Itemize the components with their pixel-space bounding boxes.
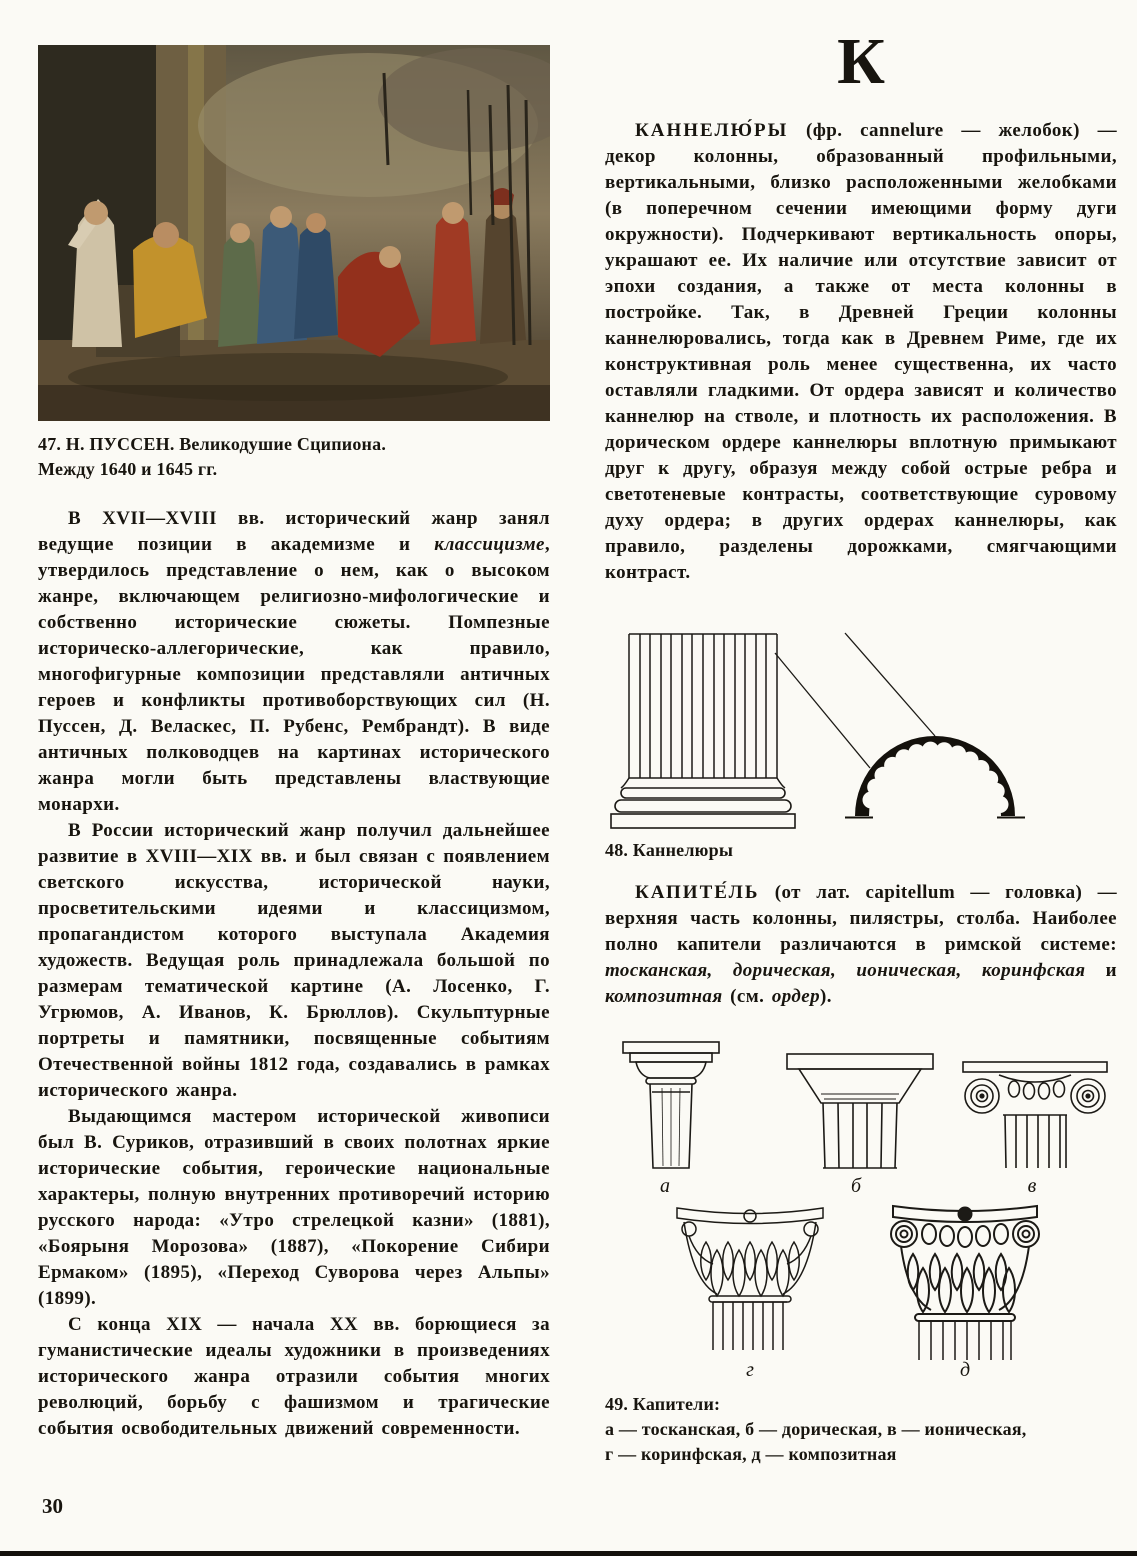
- poussin-painting-image: [38, 45, 550, 421]
- column-shaft-flutes: [621, 634, 785, 788]
- flutes-column-illustration: [605, 628, 1117, 833]
- capital-label-g: г: [746, 1359, 754, 1380]
- capital-label-d: д: [959, 1359, 971, 1380]
- capital-label-v: в: [1027, 1175, 1037, 1197]
- figure-48-drawing: [605, 628, 1117, 833]
- paragraph-3: Выдающимся мастером исторической живописи был В. Суриков, отразивший в своих полотнах яркие исторические события, героические национальные характеры, полную внутренних противоречий историю русского народа: «Утро стрелецкой казни» (1881), «Боярыня Морозова» (1887), «Покорение Сибири Ермаком» (1895), «Переход Суворова через Альпы» (1899).: [38, 1106, 550, 1309]
- paragraph-4: С конца XIX — начала XX вв. борющиеся за гуманистические идеалы художники в произведениях исторического жанра отразили события многих революций, борьбу с фашизмом и трагические события освободительных движений современности.: [38, 1314, 550, 1439]
- entry-kapitel: КАПИТЕ́ЛЬ (от лат. capitellum — головка) — верхняя часть колонны, пилястры, столба. Наиболее полно капители различаются в римской системе: тосканская, дорическая, ионическая, коринфская и композитная (см. ордер).: [605, 882, 1117, 1007]
- capital-d-composite: [891, 1206, 1039, 1360]
- page-number: 30: [42, 1494, 63, 1518]
- paragraph-1: В XVII—XVIII вв. исторический жанр занял ведущие позиции в академизме и классицизме, утвердилось представление о нем, как о высоком жанре, включающем религиозно-мифологические и собственно исторические сюжеты. Помпезные историческо-аллегорические, как правило, многофигурные композиции представляли античных героев и конфликты противоборствующих сил (Н. Пуссен, Д. Веласкес, П. Рубенс, Рембрандт). В виде античных полководцев на картинах исторического жанра могли быть представлены властвующие монархи.: [38, 508, 550, 815]
- figure-49-caption-line3: г — коринфская, д — композитная: [605, 1444, 897, 1464]
- figure-48-caption: 48. Каннелюры: [605, 840, 734, 860]
- figure-49-caption-line1: 49. Капители:: [605, 1394, 721, 1414]
- capital-b-doric: [787, 1054, 933, 1168]
- capitals-illustration: [605, 1028, 1117, 1380]
- figure-47-caption-line2: Между 1640 и 1645 гг.: [38, 459, 218, 479]
- capital-a-tuscan: [623, 1042, 719, 1168]
- section-letter-k: К: [837, 25, 885, 98]
- figure-47-caption-line1: 47. Н. ПУССЕН. Великодушие Сципиона.: [38, 434, 387, 454]
- figure-49-drawing: [605, 1028, 1117, 1380]
- figure-47-painting: [38, 45, 550, 421]
- capital-g-corinthian: [677, 1208, 823, 1350]
- column-base: [611, 788, 795, 828]
- figure-49-caption: [605, 1392, 1117, 1467]
- capital-label-a: а: [660, 1175, 670, 1197]
- entry-kannelyury: КАННЕЛЮ́РЫ (фр. cannelure — желобок) — декор колонны, образованный профильными, вертикальными, близко расположенными желобками (в поперечном сечении имеющими форму дуги окружности). Подчеркивают вертикальность опоры, украшают ее. Их наличие или отсутствие зависит от эпохи создания, а также от места колонны в постройке. Так, в Древней Греции колонны каннелюровались, тогда как в Древнем Риме, где их конструктивная роль менее существенна, их часто оставляли гладкими. От ордера зависят и количество каннелюр на стволе, и плотность их расположения. В дорическом ордере каннелюры вплотную примыкают друг к другу, образуя между собой острые ребра и светотеневые контрасты, соответствующие суровому духу ордера; в других ордерах каннелюры, как правило, разделены дорожками, смягчающими контраст.: [605, 120, 1117, 583]
- figure-47-caption: [38, 432, 550, 482]
- capital-label-b: б: [850, 1175, 862, 1197]
- figure-49-caption-line2: а — тосканская, б — дорическая, в — ионическая,: [605, 1419, 1027, 1439]
- paragraph-2: В России исторический жанр получил дальнейшее развитие в XVIII—XIX вв. и был связан с появлением светского искусства, исторической науки, просветительскими идеями и классицизмом, пропагандистом которого выступала Академия художеств. Ведущая роль принадлежала большой по размерам тематической картине (А. Лосенко, Г. Угрюмов, А. Иванов, К. Брюллов). Скульптурные портреты и памятники, посвященные событиям Отечественной войны 1812 года, создавались в рамках исторического жанра.: [38, 820, 550, 1101]
- flute-cross-section-detail: [845, 736, 1025, 818]
- capital-v-ionic: [963, 1062, 1107, 1168]
- article-historical-genre: [38, 506, 550, 1442]
